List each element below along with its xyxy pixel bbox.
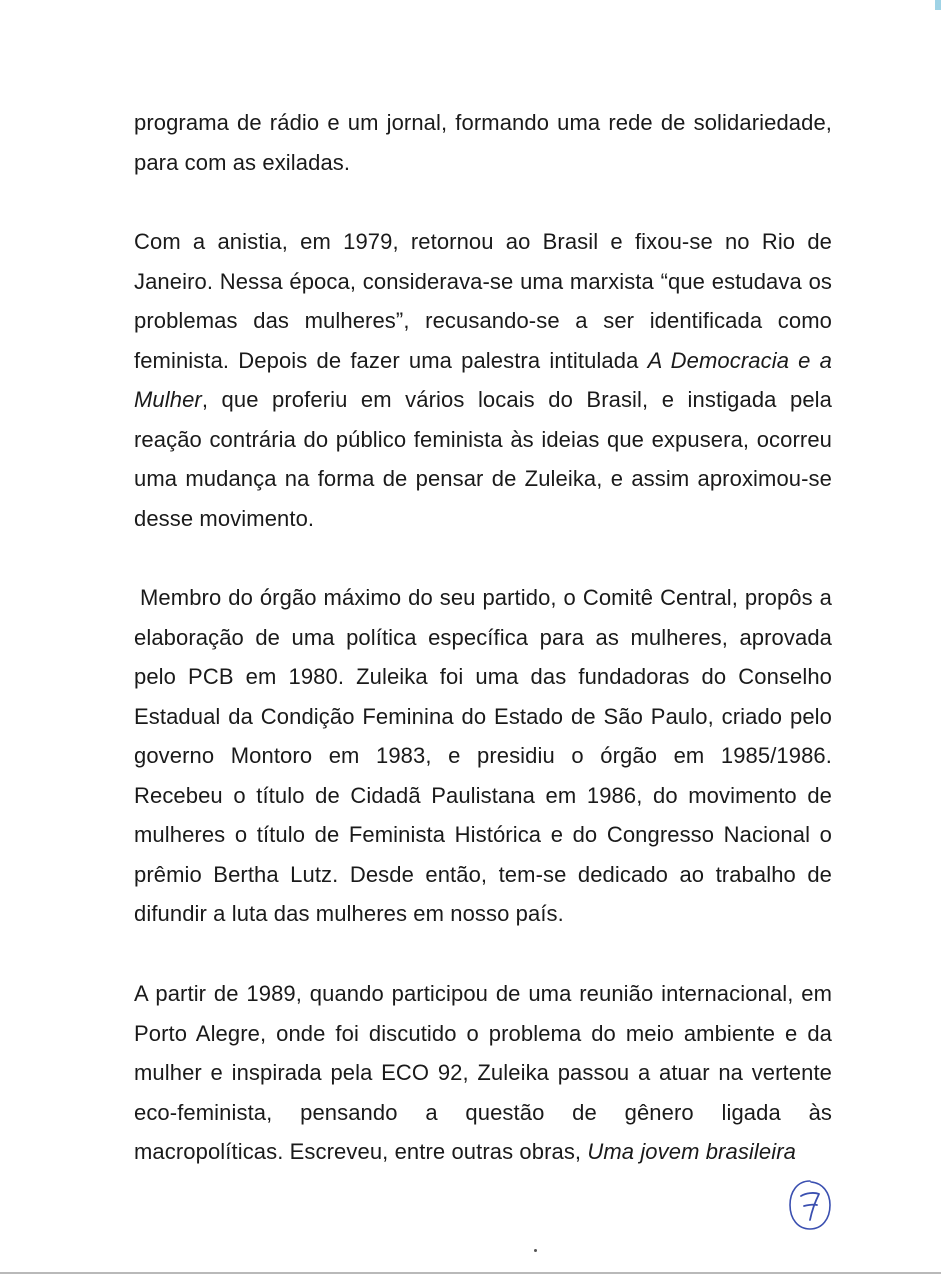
scan-edge-mark bbox=[935, 0, 941, 10]
paragraph-2-text-a: Com a anistia, em 1979, retornou ao Brasil e fixou-se no Rio de Janeiro. Nessa época, considerava-se uma marxista “que estudava os problemas das mulheres”, recusando-se a ser identificada como feminista. Depois de fazer uma palestra intitulada bbox=[134, 229, 832, 373]
paragraph-3-text: Membro do órgão máximo do seu partido, o Comitê Central, propôs a elaboração de uma política específica para as mulheres, aprovada pelo PCB em 1980. Zuleika foi uma das fundadoras do Conselho Estadual da Condição Feminina do Estado de São Paulo, criado pelo governo Montoro em 1983, e presidiu o órgão em 1985/1986. Recebeu o título de Cidadã Paulistana em 1986, do movimento de mulheres o título de Feminista Histórica e do Congresso Nacional o prêmio Bertha Lutz. Desde então, tem-se dedicado ao trabalho de difundir a luta das mulheres em nosso país. bbox=[134, 585, 832, 926]
paragraph-4-text-a: A partir de 1989, quando participou de uma reunião internacional, em Porto Alegre, onde foi discutido o problema do meio ambiente e da mulher e inspirada pela ECO 92, Zuleika passou a atuar na vertente eco-feminista, pensando a questão de gênero ligada às macropolíticas. Escreveu, entre outras obras, bbox=[134, 981, 832, 1164]
paragraph-3 bbox=[134, 578, 832, 934]
scan-bottom-edge bbox=[0, 1272, 941, 1274]
paragraph-1 bbox=[134, 103, 832, 182]
lecture-title: A Democracia e a Mulher bbox=[134, 347, 832, 412]
scan-speck bbox=[534, 1249, 537, 1252]
handwritten-page-number-icon bbox=[787, 1178, 833, 1232]
book-title: Uma jovem brasileira bbox=[587, 1139, 796, 1164]
page-number-text: 7 bbox=[810, 1208, 811, 1209]
paragraph-2-text-b: , que proferiu em vários locais do Brasil, e instigada pela reação contrária do público feminista às ideias que expusera, ocorreu uma mudança na forma de pensar de Zuleika, e assim aproximou-se desse movimento. bbox=[134, 387, 832, 531]
paragraph-1-text: programa de rádio e um jornal, formando uma rede de solidariedade, para com as exiladas. bbox=[134, 110, 832, 175]
paragraph-2 bbox=[134, 222, 832, 538]
paragraph-4 bbox=[134, 974, 832, 1172]
